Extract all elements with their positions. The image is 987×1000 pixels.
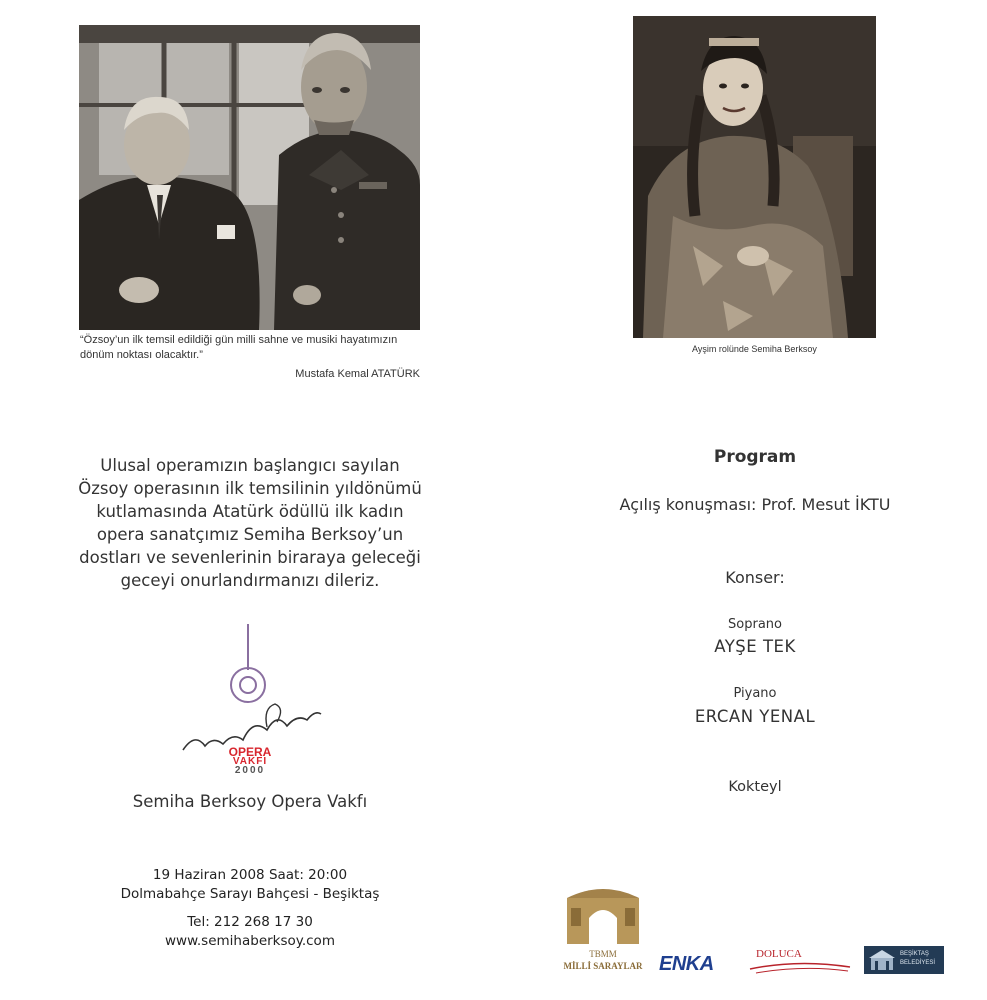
event-date-time: 19 Haziran 2008 Saat: 20:00: [152, 867, 348, 883]
municipality-building-icon: [868, 948, 896, 972]
logo-opera: OPERA: [228, 745, 272, 759]
soprano-name: AYŞE TEK: [714, 637, 796, 656]
quote-text: “Özsoy’un ilk temsil edildiği gün milli sahne ve musiki hayatımızın dönüm noktası olacaktır.”: [80, 334, 398, 361]
piano-role: Piyano: [733, 686, 777, 701]
piano-name: ERCAN YENAL: [694, 707, 816, 726]
milli-saraylar-logo: [563, 884, 643, 980]
intro-line: dostları ve sevenlerinin biraraya geleceği: [79, 548, 421, 567]
program-heading: Program: [713, 447, 797, 467]
palace-gate-icon: [563, 884, 643, 944]
besiktas-text-1: BEŞİKTAŞ: [900, 951, 929, 957]
doluca-text: DOLUCA: [756, 948, 802, 960]
event-details: [40, 866, 460, 951]
ataturk-photo: [79, 25, 420, 330]
invitation-text: [40, 454, 460, 592]
event-website[interactable]: www.semihaberksoy.com: [165, 933, 335, 949]
intro-line: Özsoy operasının ilk temsilinin yıldönümü: [78, 479, 422, 498]
quote-author: Mustafa Kemal ATATÜRK: [295, 368, 420, 380]
cocktail: Kokteyl: [728, 779, 782, 795]
besiktas-text-2: BELEDİYESİ: [900, 960, 936, 966]
intro-line: kutlamasında Atatürk ödüllü ilk kadın: [96, 502, 404, 521]
enka-logo: ENKA: [659, 953, 714, 975]
logo-year: 2000: [234, 765, 266, 776]
doluca-logo: [748, 948, 852, 978]
intro-line: geceyi onurlandırmanızı dileriz.: [120, 571, 380, 590]
soprano-role: Soprano: [728, 617, 782, 632]
intro-line: Ulusal operamızın başlangıcı sayılan: [100, 456, 400, 475]
milli-top-text: TBMM: [589, 949, 617, 959]
foundation-name: Semiha Berksoy Opera Vakfı: [132, 792, 368, 811]
milli-bottom-text: MİLLİ SARAYLAR: [563, 961, 643, 971]
doluca-swoosh-icon: [748, 961, 852, 975]
event-phone: Tel: 212 268 17 30: [187, 914, 313, 930]
besiktas-logo: [864, 946, 944, 974]
intro-line: opera sanatçımız Semiha Berksoy’un: [96, 525, 404, 544]
event-venue: Dolmabahçe Sarayı Bahçesi - Beşiktaş: [120, 886, 380, 902]
opening-speech: Açılış konuşması: Prof. Mesut İKTU: [619, 495, 891, 514]
opera-vakfi-logo: [175, 622, 325, 780]
photo-caption: Ayşim rolünde Semiha Berksoy: [692, 344, 817, 354]
semiha-berksoy-photo: [633, 16, 876, 338]
logo-vakfi: VAKFI: [232, 756, 268, 767]
concert-heading: Konser:: [725, 568, 785, 587]
